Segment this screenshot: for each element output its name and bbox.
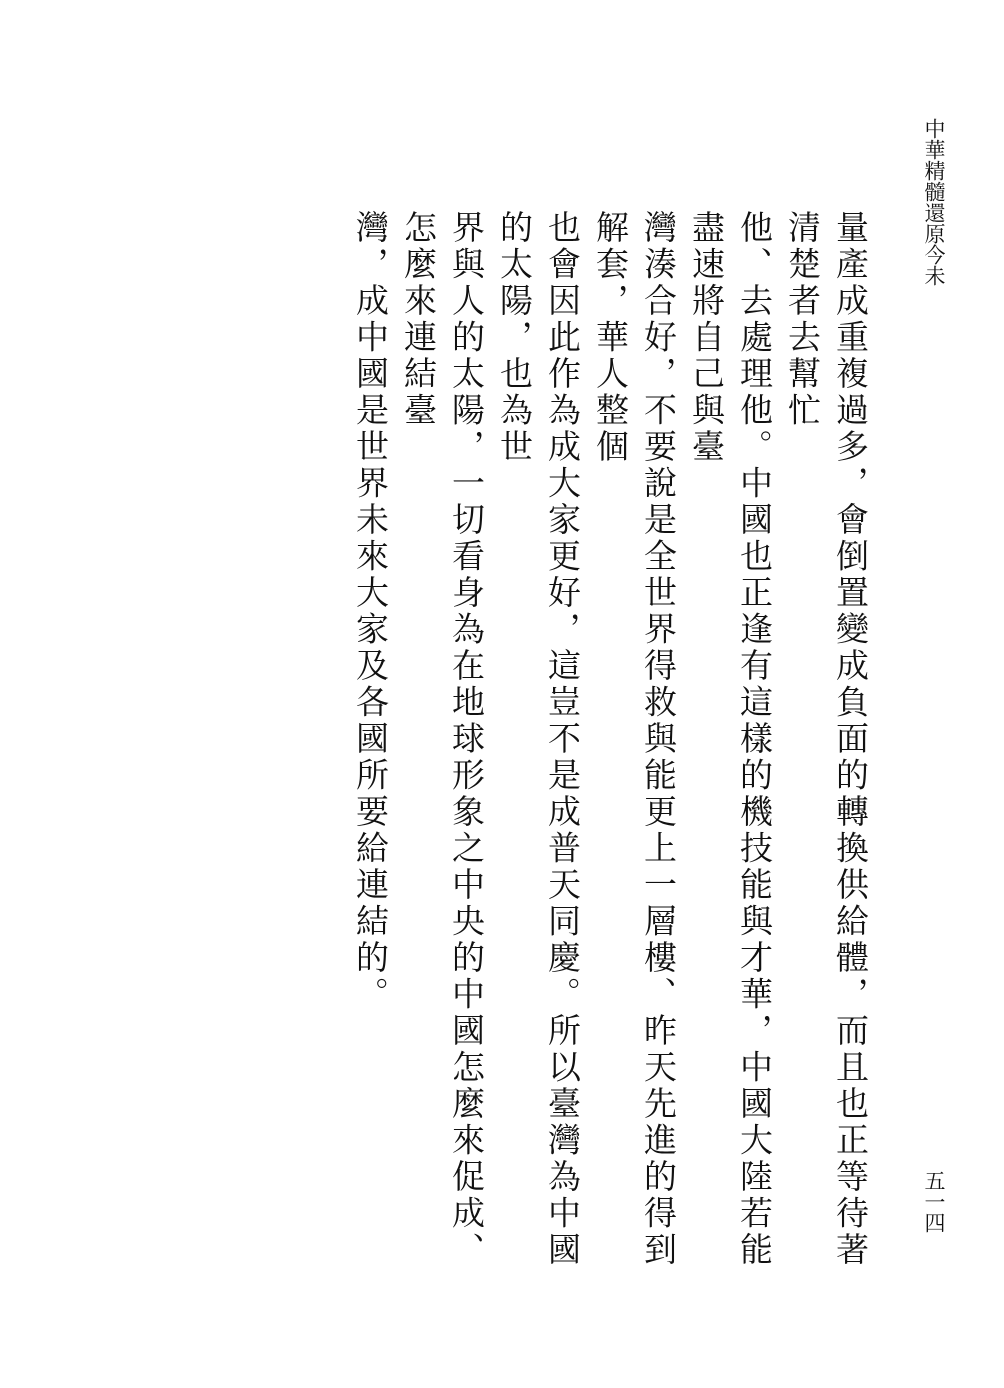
text-column: 灣湊合好，不要說是全世界得救與能更上一層樓、昨天先進的得到解套，華人整個 (591, 210, 678, 1269)
text-column: 界與人的太陽，一切看身為在地球形象之中央的中國怎麼來促成、怎麼來連結臺 (399, 210, 486, 1269)
text-column: 他、去處理他。中國也正逢有這樣的機技能與才華，中國大陸若能盡速將自己與臺 (687, 210, 774, 1269)
text-column: 量產成重複過多，會倒置變成負面的轉換供給體，而且也正等待著清楚者去幫忙 (783, 210, 870, 1269)
text-column: 也會因此作為成大家更好，這豈不是成普天同慶。所以臺灣為中國的太陽，也為世 (495, 210, 582, 1269)
body-text (346, 210, 874, 1300)
book-title: 中華精髓還原今未 (922, 118, 946, 286)
page-number: 五一四 (922, 1170, 946, 1233)
text-column: 灣，成中國是世界未來大家及各國所要給連結的。 (351, 210, 390, 1013)
